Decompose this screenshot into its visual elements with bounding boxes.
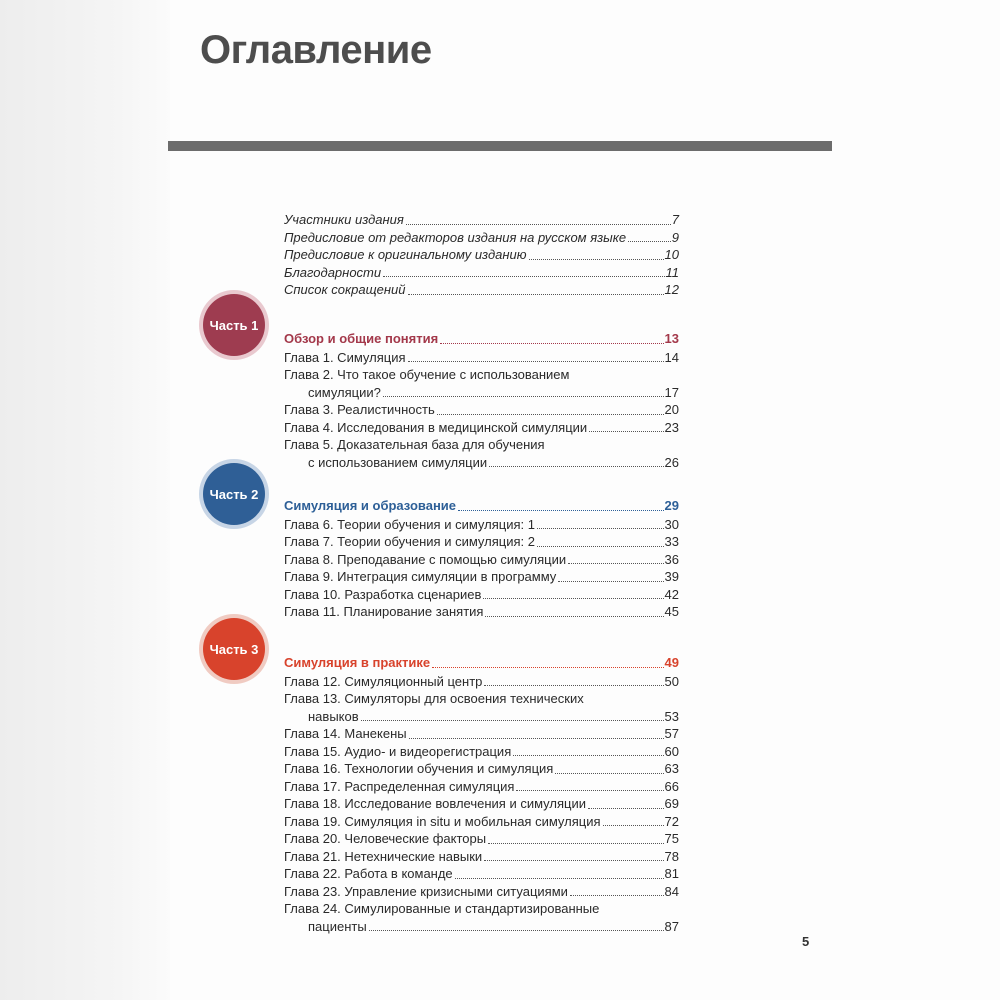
- chapter-21-entry[interactable]: [284, 848, 679, 866]
- page-number: 5: [802, 934, 810, 949]
- chapter-title: Глава 6. Теории обучения и симуляция: 1: [284, 516, 535, 532]
- chapter-page: 23: [664, 419, 679, 435]
- part-page: 49: [664, 655, 679, 670]
- toc-entry-title: Предисловие от редакторов издания на русском языке: [284, 229, 627, 245]
- toc-entry-page: 10: [664, 247, 679, 262]
- part-1-badge: [203, 294, 265, 356]
- part-2-badge: [203, 463, 265, 525]
- chapter-page: 50: [664, 673, 679, 689]
- chapter-23-entry[interactable]: [284, 883, 679, 901]
- chapter-title: Глава 13. Симуляторы для освоения технических: [284, 691, 584, 706]
- part-3-badge: [203, 618, 265, 680]
- chapter-title: Глава 4. Исследования в медицинской симуляции: [284, 419, 588, 435]
- chapter-page: 33: [664, 534, 679, 549]
- page-gutter-shade: [0, 0, 170, 1000]
- dot-leader: [589, 431, 663, 432]
- dot-leader: [513, 755, 663, 756]
- part-3-title-entry[interactable]: [284, 654, 679, 672]
- chapter-title: Глава 8. Преподавание с помощью симуляции: [284, 551, 567, 567]
- dot-leader: [437, 414, 664, 415]
- toc-entry[interactable]: [284, 264, 679, 282]
- chapter-10-entry[interactable]: [284, 586, 679, 604]
- dot-leader: [483, 598, 663, 599]
- dot-leader: [408, 361, 664, 362]
- chapter-15-entry[interactable]: [284, 743, 679, 761]
- dot-leader: [555, 773, 663, 774]
- chapter-title: Глава 3. Реалистичность: [284, 402, 435, 417]
- chapter-page: 14: [664, 349, 679, 365]
- dot-leader: [406, 224, 671, 225]
- dot-leader: [440, 343, 663, 344]
- chapter-page: 20: [664, 402, 679, 417]
- dot-leader: [383, 396, 664, 397]
- part-page: 13: [664, 331, 679, 346]
- chapter-title-continued: с использованием симуляции: [308, 454, 488, 470]
- dot-leader: [484, 860, 663, 861]
- part-1-title-entry[interactable]: [284, 330, 679, 348]
- chapter-title: Глава 15. Аудио- и видеорегистрация: [284, 743, 512, 759]
- chapter-title: Глава 11. Планирование занятия: [284, 604, 484, 619]
- chapter-page: 17: [664, 384, 679, 400]
- chapter-title: Глава 16. Технологии обучения и симуляция: [284, 761, 554, 776]
- chapter-title: Глава 7. Теории обучения и симуляция: 2: [284, 534, 535, 549]
- part-3-badge-label: Часть 3: [209, 641, 259, 657]
- chapter-7-entry[interactable]: [284, 533, 679, 551]
- chapter-5-entry[interactable]: [284, 436, 679, 471]
- chapter-page: 60: [664, 743, 679, 759]
- chapter-page: 72: [664, 813, 679, 829]
- chapter-page: 53: [664, 708, 679, 724]
- part-2-section: [284, 497, 679, 621]
- dot-leader: [408, 294, 664, 295]
- chapter-title: Глава 2. Что такое обучение с использованием: [284, 367, 570, 382]
- chapter-17-entry[interactable]: [284, 778, 679, 796]
- part-title: Симуляция в практике: [284, 655, 431, 670]
- chapter-11-entry[interactable]: [284, 603, 679, 621]
- chapter-title: Глава 17. Распределенная симуляция: [284, 778, 515, 794]
- chapter-18-entry[interactable]: [284, 795, 679, 813]
- dot-leader: [537, 528, 664, 529]
- chapter-page: 57: [664, 726, 679, 741]
- toc-entry-title: Список сокращений: [284, 282, 406, 297]
- chapter-title: Глава 14. Манекены: [284, 726, 407, 741]
- part-title: Симуляция и образование: [284, 498, 457, 513]
- toc-entry-page: 11: [665, 264, 679, 280]
- dot-leader: [485, 616, 663, 617]
- chapter-title-continued: пациенты: [308, 918, 367, 934]
- chapter-page: 63: [664, 761, 679, 776]
- chapter-title-continued: симуляции?: [308, 384, 381, 400]
- dot-leader: [488, 843, 663, 844]
- chapter-4-entry[interactable]: [284, 419, 679, 437]
- chapter-6-entry[interactable]: [284, 516, 679, 534]
- toc-entry-page: 7: [671, 212, 679, 227]
- part-page: 29: [664, 498, 679, 513]
- toc-entry[interactable]: [284, 246, 679, 264]
- dot-leader: [568, 563, 663, 564]
- chapter-page: 45: [664, 604, 679, 619]
- chapter-page: 42: [664, 586, 679, 602]
- chapter-title: Глава 20. Человеческие факторы: [284, 831, 487, 846]
- chapter-2-entry[interactable]: [284, 366, 679, 401]
- dot-leader: [489, 466, 663, 467]
- chapter-title: Глава 5. Доказательная база для обучения: [284, 437, 545, 452]
- dot-leader: [628, 241, 671, 242]
- chapter-1-entry[interactable]: [284, 349, 679, 367]
- toc-entry-title: Предисловие к оригинальному изданию: [284, 247, 527, 262]
- dot-leader: [588, 808, 664, 809]
- chapter-title: Глава 19. Симуляция in situ и мобильная симуляция: [284, 813, 601, 829]
- toc-entry[interactable]: [284, 211, 679, 229]
- chapter-page: 81: [664, 866, 679, 881]
- chapter-19-entry[interactable]: [284, 813, 679, 831]
- chapter-title: Глава 21. Нетехнические навыки: [284, 848, 483, 864]
- dot-leader: [432, 667, 663, 668]
- dot-leader: [409, 738, 664, 739]
- dot-leader: [383, 276, 664, 277]
- dot-leader: [537, 546, 664, 547]
- part-2-title-entry[interactable]: [284, 497, 679, 515]
- chapter-12-entry[interactable]: [284, 673, 679, 691]
- chapter-16-entry[interactable]: [284, 760, 679, 778]
- chapter-page: 78: [664, 848, 679, 864]
- part-3-section: [284, 654, 679, 935]
- chapter-3-entry[interactable]: [284, 401, 679, 419]
- toc-entry-title: Благодарности: [284, 264, 382, 280]
- chapter-title: Глава 12. Симуляционный центр: [284, 673, 483, 689]
- chapter-page: 66: [664, 778, 679, 794]
- front-matter-list: [284, 211, 679, 299]
- toc-entry[interactable]: [284, 229, 679, 247]
- chapter-22-entry[interactable]: [284, 865, 679, 883]
- dot-leader: [516, 790, 663, 791]
- dot-leader: [455, 878, 664, 879]
- toc-entry-page: 9: [671, 229, 679, 245]
- dot-leader: [458, 510, 664, 511]
- chapter-title: Глава 10. Разработка сценариев: [284, 586, 482, 602]
- chapter-page: 30: [664, 516, 679, 532]
- chapter-20-entry[interactable]: [284, 830, 679, 848]
- chapter-title: Глава 18. Исследование вовлечения и симуляции: [284, 796, 586, 811]
- chapter-8-entry[interactable]: [284, 551, 679, 569]
- chapter-title: Глава 1. Симуляция: [284, 349, 406, 365]
- dot-leader: [570, 895, 664, 896]
- chapter-title: Глава 22. Работа в команде: [284, 866, 453, 881]
- toc-entry-title: Участники издания: [284, 212, 404, 227]
- chapter-14-entry[interactable]: [284, 725, 679, 743]
- part-1-badge-label: Часть 1: [209, 317, 259, 333]
- chapter-page: 84: [664, 883, 679, 899]
- chapter-title: Глава 24. Симулированные и стандартизированные: [284, 901, 600, 916]
- chapter-title-continued: навыков: [308, 708, 359, 724]
- toc-entry[interactable]: [284, 281, 679, 299]
- chapter-13-entry[interactable]: [284, 690, 679, 725]
- chapter-title: Глава 23. Управление кризисными ситуациями: [284, 883, 568, 899]
- chapter-page: 39: [664, 569, 679, 584]
- dot-leader: [603, 825, 664, 826]
- dot-leader: [361, 720, 664, 721]
- dot-leader: [484, 685, 663, 686]
- page-title: Оглавление: [200, 28, 432, 72]
- toc-entry-page: 12: [664, 282, 679, 297]
- title-underline-bar: [168, 141, 832, 151]
- chapter-9-entry[interactable]: [284, 568, 679, 586]
- chapter-title: Глава 9. Интеграция симуляции в программу: [284, 569, 557, 584]
- dot-leader: [529, 259, 664, 260]
- dot-leader: [369, 930, 664, 931]
- chapter-page: 36: [664, 551, 679, 567]
- part-title: Обзор и общие понятия: [284, 331, 439, 346]
- chapter-page: 87: [664, 918, 679, 934]
- part-1-section: [284, 330, 679, 471]
- dot-leader: [558, 581, 663, 582]
- chapter-24-entry[interactable]: [284, 900, 679, 935]
- chapter-page: 69: [664, 796, 679, 811]
- chapter-page: 26: [664, 454, 679, 470]
- part-2-badge-label: Часть 2: [209, 486, 259, 502]
- chapter-page: 75: [664, 831, 679, 846]
